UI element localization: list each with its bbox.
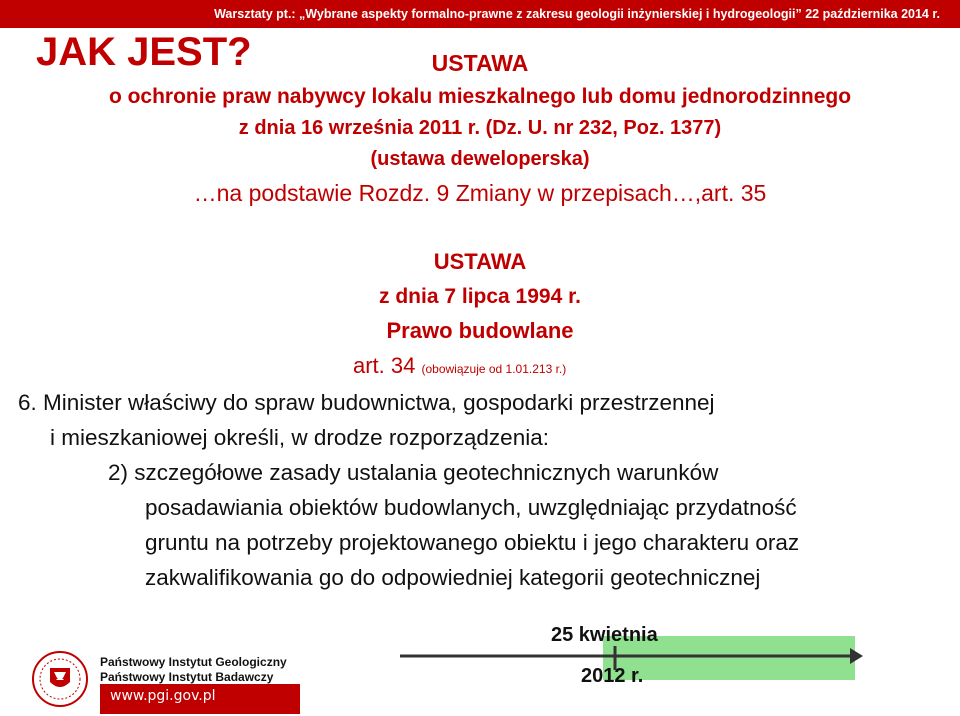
timeline-arrow-icon [850,648,863,664]
pgi-logo-icon [30,648,90,710]
institute-name: Państwowy Instytut Geologiczny [100,655,287,669]
page-title: JAK JEST? [36,30,252,74]
ustawa2-name: Prawo budowlane [386,318,574,343]
timeline-date-bottom: 2012 r. [581,665,644,687]
article-note: (obowiązuje od 1.01.213 r.) [421,362,567,376]
ustawa2-heading: USTAWA [433,249,527,274]
ustawa2-date: z dnia 7 lipca 1994 r. [379,285,581,308]
ustawa1-date: z dnia 16 września 2011 r. (Dz. U. nr 232, Poz. 1377) [238,117,722,139]
paragraph-6-line-1: 6. Minister właściwy do spraw budownictwa, gospodarki przestrzennej [18,390,715,415]
point-2-line-3: gruntu na potrzeby projektowanego obiektu i jego charakteru oraz [145,530,800,555]
ustawa1-reference: …na podstawie Rozdz. 9 Zmiany w przepisach…,art. 35 [193,180,767,206]
website-link[interactable]: www.pgi.gov.pl [100,684,300,714]
header-banner: Warsztaty pt.: „Wybrane aspekty formalno-prawne z zakresu geologii inżynierskiej i hydrogeologii” 22 października 2014 r. [0,0,960,28]
timeline-date-top: 25 kwietnia [551,624,658,646]
point-2-line-4: zakwalifikowania go do odpowiedniej kategorii geotechnicznej [145,565,761,590]
ustawa2-article [353,353,566,379]
ustawa1-heading: USTAWA [431,50,529,76]
institute-subtitle: Państwowy Instytut Badawczy [100,670,274,684]
point-2-line-2: posadawiania obiektów budowlanych, uwzględniając przydatność [145,495,797,520]
ustawa1-title: o ochronie praw nabywcy lokalu mieszkalnego lub domu jednorodzinnego [108,85,852,108]
ustawa1-nickname: (ustawa deweloperska) [370,148,590,170]
article-number: art. 34 [353,353,416,378]
paragraph-6-line-2: i mieszkaniowej określi, w drodze rozporządzenia: [50,425,549,450]
point-2-line-1: 2) szczegółowe zasady ustalania geotechnicznych warunków [108,460,719,485]
